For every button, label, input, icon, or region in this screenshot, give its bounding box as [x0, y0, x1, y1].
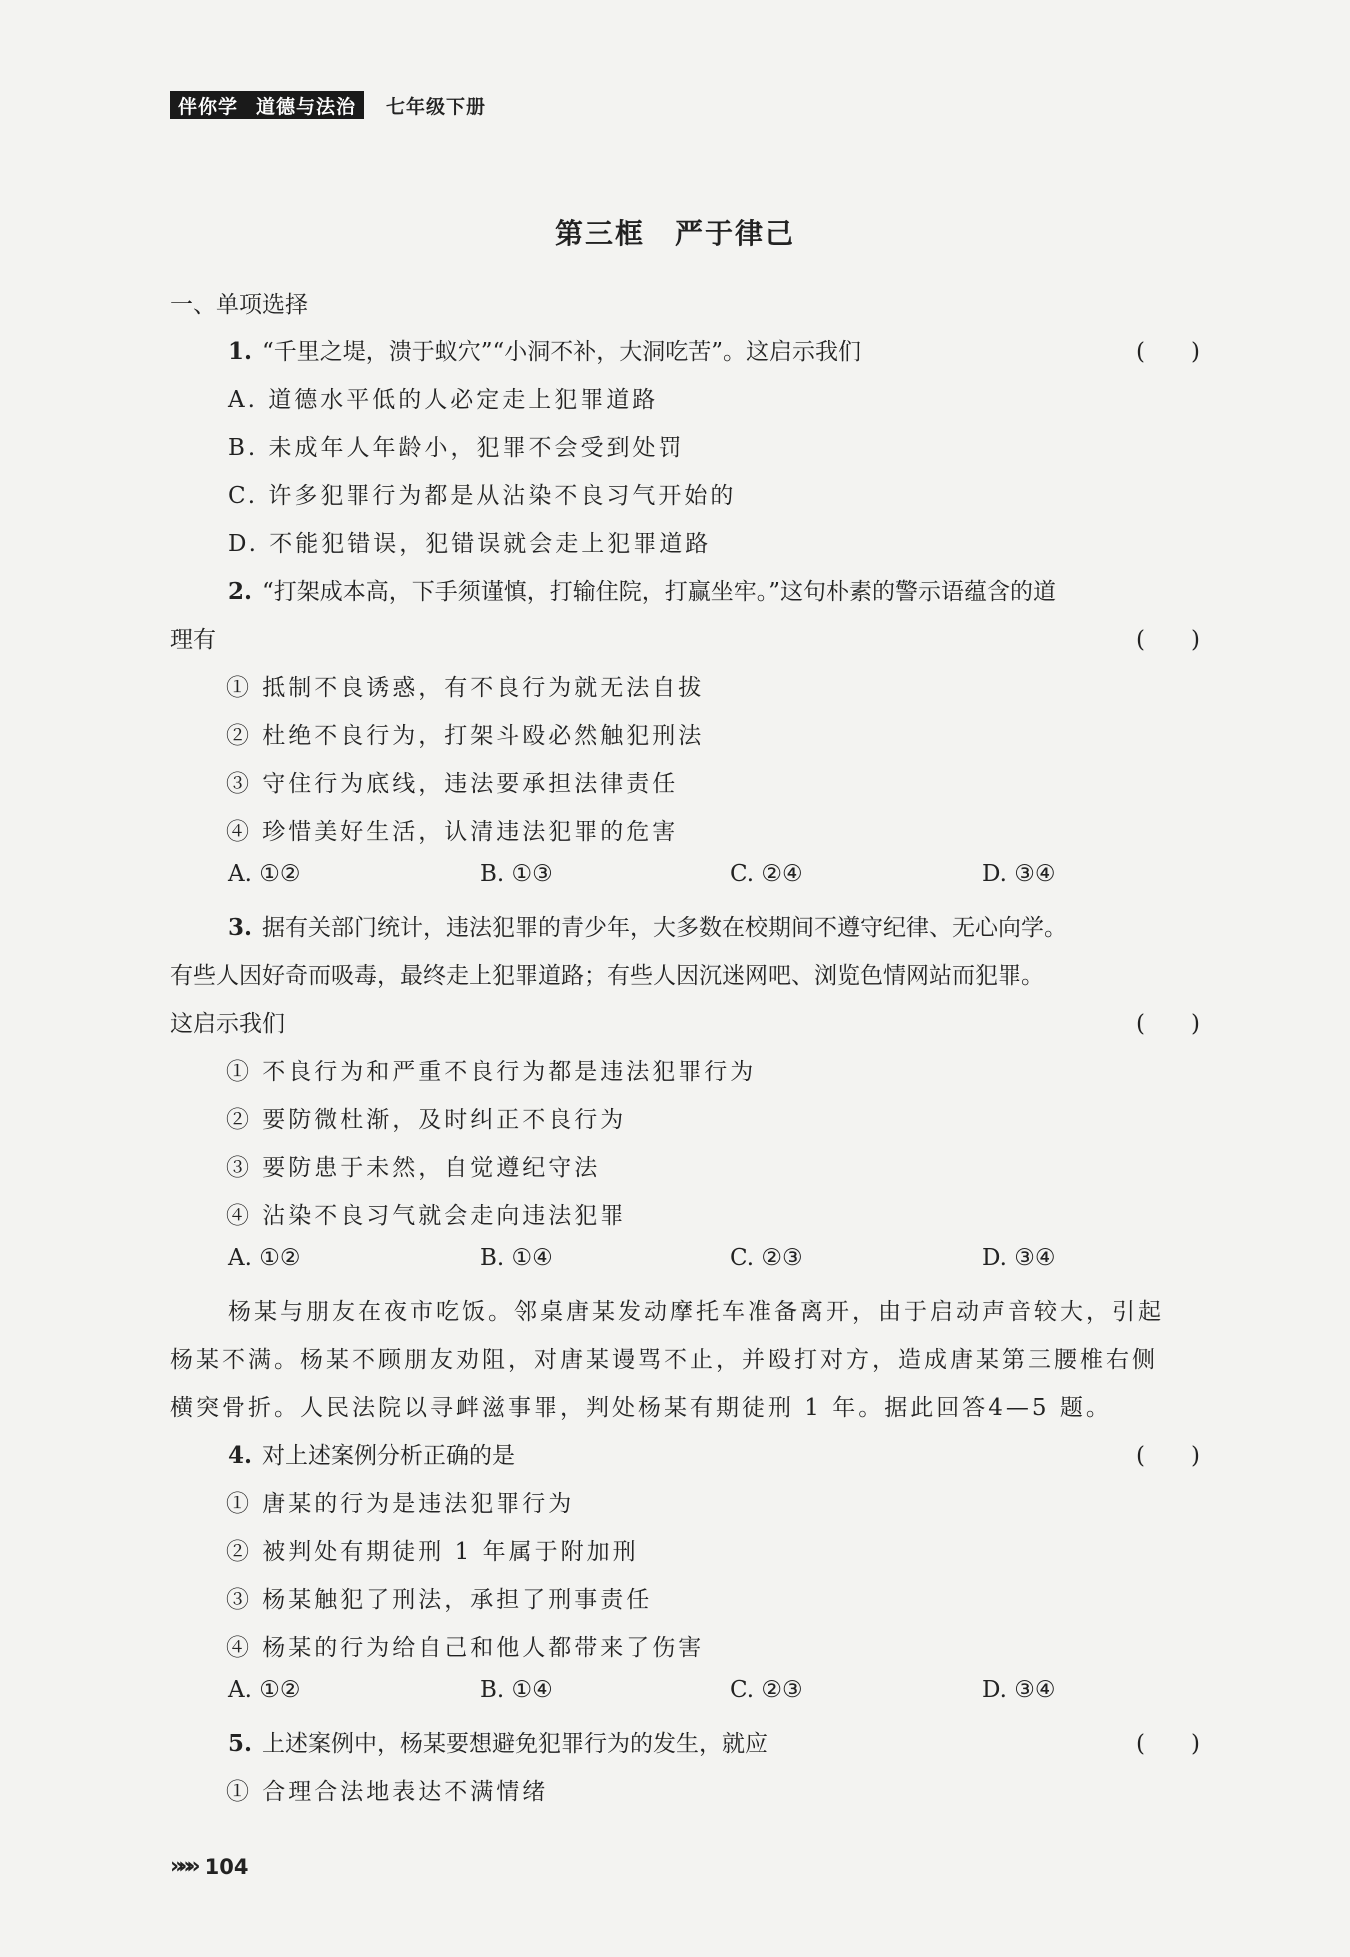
series-name: 伴你学 [178, 95, 239, 118]
chevron-right-icon: »»» [170, 1854, 195, 1879]
answer-blank: ( ) [1136, 339, 1200, 365]
choice: D. ③④ [982, 1245, 1056, 1271]
statement: ③ 要防患于未然，自觉遵纪守法 [226, 1155, 601, 1181]
choice: D. ③④ [982, 861, 1056, 887]
statement: ④ 珍惜美好生活，认清违法犯罪的危害 [226, 819, 679, 845]
statement: ② 杜绝不良行为，打架斗殴必然触犯刑法 [226, 723, 705, 749]
question-number: 2. [228, 578, 253, 605]
choice: B. ①③ [480, 861, 553, 887]
section-heading: 一、单项选择 [170, 292, 308, 318]
page-title: 第三框 严于律己 [554, 217, 795, 250]
statement: ① 唐某的行为是违法犯罪行为 [226, 1491, 575, 1517]
question-text: “千里之堤，溃于蚁穴”“小洞不补，大洞吃苦”。这启示我们 [262, 339, 862, 365]
option: C. 许多犯罪行为都是从沾染不良习气开始的 [228, 483, 737, 509]
option: A. 道德水平低的人必定走上犯罪道路 [228, 387, 659, 413]
question-number: 1. [228, 338, 253, 365]
choice: C. ②④ [730, 861, 803, 887]
question-text: 有些人因好奇而吸毒，最终走上犯罪道路；有些人因沉迷网吧、浏览色情网站而犯罪。 [170, 963, 1044, 989]
statement: ④ 沾染不良习气就会走向违法犯罪 [226, 1203, 627, 1229]
option: B. 未成年人年龄小，犯罪不会受到处罚 [228, 435, 685, 461]
question-text: 理有 [170, 627, 216, 653]
series-badge [170, 91, 364, 119]
statement: ② 要防微杜渐，及时纠正不良行为 [226, 1107, 627, 1133]
question-number: 4. [228, 1442, 253, 1469]
statement: ① 抵制不良诱惑，有不良行为就无法自拔 [226, 675, 705, 701]
question-number: 3. [228, 914, 253, 941]
case-passage: 杨某不满。杨某不顾朋友劝阻，对唐某谩骂不止，并殴打对方，造成唐某第三腰椎右侧 [170, 1347, 1158, 1373]
choice: C. ②③ [730, 1677, 803, 1703]
question-text: 据有关部门统计，违法犯罪的青少年，大多数在校期间不遵守纪律、无心向学。 [262, 915, 1068, 941]
option: D. 不能犯错误，犯错误就会走上犯罪道路 [228, 531, 712, 557]
case-passage: 杨某与朋友在夜市吃饭。邻桌唐某发动摩托车准备离开，由于启动声音较大，引起 [228, 1299, 1164, 1325]
choice: B. ①④ [480, 1245, 553, 1271]
answer-blank: ( ) [1136, 1443, 1200, 1469]
subject-name: 道德与法治 [256, 95, 357, 118]
question-2-stem [228, 573, 1056, 606]
question-text: 对上述案例分析正确的是 [262, 1443, 516, 1469]
header [170, 92, 486, 118]
choice: A. ①② [228, 861, 301, 887]
statement: ① 合理合法地表达不满情绪 [226, 1779, 549, 1805]
statement: ④ 杨某的行为给自己和他人都带来了伤害 [226, 1635, 705, 1661]
page-number: 104 [204, 1854, 249, 1879]
question-3-stem [228, 909, 1067, 942]
statement: ② 被判处有期徒刑 1 年属于附加刑 [226, 1539, 639, 1565]
statement: ③ 杨某触犯了刑法，承担了刑事责任 [226, 1587, 653, 1613]
question-text: 这启示我们 [170, 1011, 285, 1037]
choice: D. ③④ [982, 1677, 1056, 1703]
answer-blank: ( ) [1136, 1731, 1200, 1757]
answer-blank: ( ) [1136, 627, 1200, 653]
question-4-stem [228, 1437, 515, 1470]
choice: B. ①④ [480, 1677, 553, 1703]
case-passage: 横突骨折。人民法院以寻衅滋事罪，判处杨某有期徒刑 1 年。据此回答4—5 题。 [170, 1395, 1112, 1421]
choice: C. ②③ [730, 1245, 803, 1271]
choice: A. ①② [228, 1245, 301, 1271]
question-1-stem [228, 333, 861, 366]
statement: ③ 守住行为底线，违法要承担法律责任 [226, 771, 679, 797]
choice: A. ①② [228, 1677, 301, 1703]
answer-blank: ( ) [1136, 1011, 1200, 1037]
question-number: 5. [228, 1730, 253, 1757]
question-5-stem [228, 1725, 768, 1758]
question-text: 上述案例中，杨某要想避免犯罪行为的发生，就应 [262, 1731, 769, 1757]
page-footer [170, 1854, 248, 1879]
statement: ① 不良行为和严重不良行为都是违法犯罪行为 [226, 1059, 757, 1085]
question-text: “打架成本高，下手须谨慎，打输住院，打赢坐牢。”这句朴素的警示语蕴含的道 [262, 579, 1057, 605]
grade-label: 七年级下册 [386, 95, 487, 118]
